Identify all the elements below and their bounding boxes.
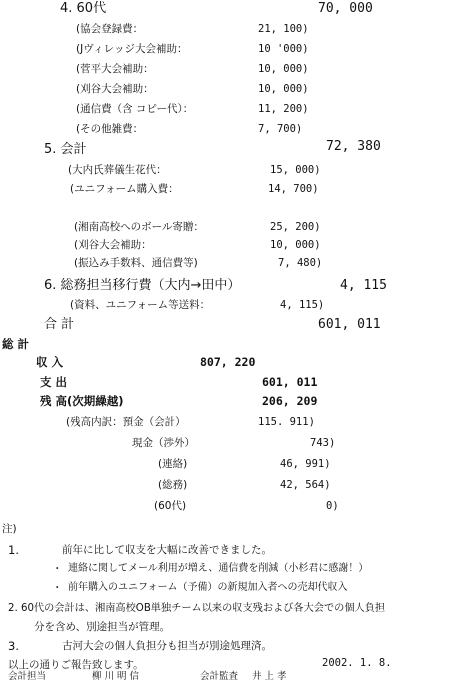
section4-item-value: 10 '000) [258, 43, 309, 55]
balance-value: 206, 209 [262, 394, 318, 408]
section5-item-value: 10, 000) [270, 239, 321, 251]
note2-line1: 2. 60代の会計は、湘南高校OB単独チーム以来の収支残および各大会での個人負担 [8, 603, 386, 614]
report-date: 2002. 1. 8. [322, 657, 392, 669]
grand-total-label: 合 計 [44, 317, 75, 332]
section5-item-value: 25, 200) [270, 221, 321, 233]
section4-item-label: (通信費（含 コピー代）： [76, 103, 194, 115]
note3-text: 古河大会の個人負担分も担当が別途処理済。 [62, 640, 272, 652]
summary-title: 総 計 [2, 337, 30, 351]
breakdown-item-value: 46, 991) [280, 458, 331, 470]
section4-item-label: (菅平大会補助： [76, 63, 154, 75]
breakdown-item-label: (総務) [158, 479, 188, 491]
section4-item-value: 7, 700) [258, 123, 303, 135]
section5-item-label: (大内氏葬儀生花代： [68, 164, 167, 176]
breakdown-item-label: 現金（渉外） [132, 437, 195, 449]
section5-item-value: 14, 700) [268, 183, 319, 195]
section5-item-label: (刈谷大会補助： [74, 239, 152, 251]
section4-item-label: (刈谷大会補助： [76, 83, 154, 95]
treasurer-label: 会計担当 [8, 671, 47, 682]
note3-number: 3. [8, 639, 19, 653]
income-label: 収 入 [36, 355, 64, 369]
breakdown-item-value: 743) [310, 437, 336, 449]
balance-label: 残 高(次期繰越) [40, 394, 124, 408]
section6-item-value: 4, 115) [280, 299, 325, 311]
section5-title: 5. 会計 [44, 142, 87, 157]
section4-item-label: (協会登録費： [76, 23, 144, 35]
closing-text: 以上の通りご報告致します。 [8, 659, 144, 671]
section6-item-label: (資料、ユニフォーム等送料： [70, 299, 211, 311]
note1-bullet: 連絡に関してメール利用が増え、通信費を削減（小杉君に感謝！） [68, 563, 369, 574]
section5-item-value: 7, 480) [278, 257, 323, 269]
section5-item-value: 15, 000) [270, 164, 321, 176]
note1-number: 1. [8, 543, 19, 557]
expense-value: 601, 011 [262, 375, 318, 389]
treasurer-name: 柳 川 明 信 [92, 671, 140, 682]
breakdown-item-label: (連絡) [158, 458, 188, 470]
deposit-value: 115. 911) [258, 416, 315, 428]
breakdown-item-value: 0) [326, 500, 339, 512]
notes-title: 注) [2, 523, 17, 535]
note1-bullet-icon: ・ [52, 582, 63, 594]
note2-line2: 分を含め、別途担当が管理。 [34, 621, 171, 633]
grand-total-value: 601, 011 [318, 317, 381, 332]
section4-total: 70, 000 [318, 1, 373, 16]
income-value: 807, 220 [200, 355, 256, 369]
section4-item-value: 10, 000) [258, 83, 309, 95]
auditor-name-inline: 井 上 孝 [252, 671, 287, 682]
section4-item-value: 11, 200) [258, 103, 309, 115]
section5-item-label: (ユニフォーム購入費： [70, 183, 179, 195]
section6-title: 6. 総務担当移行費（大内→田中） [44, 278, 241, 293]
section4-item-label: (その他雑費： [76, 123, 144, 135]
section5-total: 72, 380 [326, 139, 381, 154]
note1-bullet: 前年購入のユニフォーム（予備）の新規加入者への売却代収入 [68, 582, 348, 593]
section4-title: 4. 60代 [60, 1, 107, 16]
section4-item-value: 10, 000) [258, 63, 309, 75]
breakdown-item-value: 42, 564) [280, 479, 331, 491]
auditor-label: 会計監査 [200, 671, 239, 682]
section5-item-label: (振込み手数料、通信費等) [74, 257, 198, 269]
note1-bullet-icon: ・ [52, 563, 63, 575]
section4-item-value: 21, 100) [258, 23, 309, 35]
breakdown-label: (残高内訳：預金（会計） [66, 416, 186, 428]
expense-label: 支 出 [40, 375, 68, 389]
section5-item-label: (湘南高校へのボール寄贈： [74, 221, 204, 233]
section6-total: 4, 115 [340, 278, 387, 293]
breakdown-item-label: (60代) [154, 500, 187, 512]
note1-text: 前年に比して収支を大幅に改善できました。 [62, 544, 272, 556]
section4-item-label: (Jヴィレッジ大会補助： [76, 43, 188, 55]
